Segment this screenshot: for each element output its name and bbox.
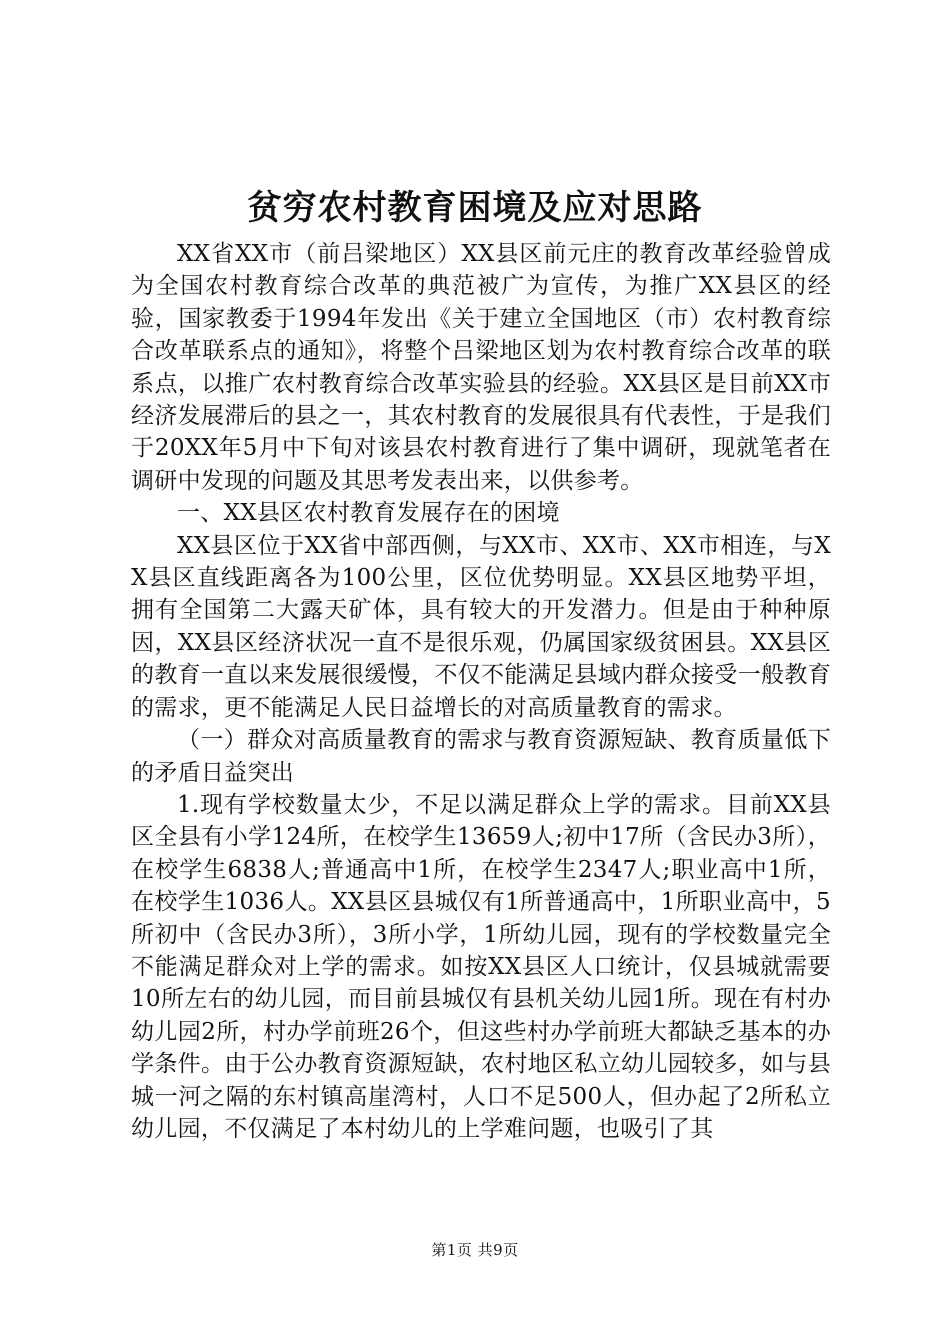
page-footer: 第1页 共9页 <box>431 1241 519 1259</box>
paragraph-intro: XX省XX市（前吕梁地区）XX县区前元庄的教育改革经验曾成为全国农村教育综合改革的典范被广为宣传，为推广XX县区的经验，国家教委于1994年发出《关于建立全国地区（市）农村教育综合改革联系点的通知》，将整个吕梁地区划为农村教育综合改革的联系点，以推广农村教育综合改革实验县的经验。XX县区是目前XX市经济发展滞后的县之一，其农村教育的发展很具有代表性，于是我们于20XX年5月中下旬对该县农村教育进行了集中调研，现就笔者在调研中发现的问题及其思考发表出来，以供参考。 <box>131 241 831 494</box>
document-body <box>131 238 831 1145</box>
paragraph-location: XX县区位于XX省中部西侧，与XX市、XX市、XX市相连，与XX县区直线距离各为100公里，区位优势明显。XX县区地势平坦，拥有全国第二大露天矿体，具有较大的开发潜力。但是由于种种原因，XX县区经济状况一直不是很乐观，仍属国家级贫困县。XX县区的教育一直以来发展很缓慢，不仅不能满足县域内群众接受一般教育的需求，更不能满足人民日益增长的对高质量教育的需求。 <box>131 532 831 721</box>
paragraph-school-count: 1.现有学校数量太少，不足以满足群众上学的需求。目前XX县区全县有小学124所，在校学生13659人;初中17所（含民办3所），在校学生6838人;普通高中1所，在校学生2347人;职业高中1所，在校学生1036人。XX县区县城仅有1所普通高中，1所职业高中，5所初中（含民办3所），3所小学，1所幼儿园，现有的学校数量完全不能满足群众对上学的需求。如按XX县区人口统计，仅县城就需要10所左右的幼儿园，而目前县城仅有县机关幼儿园1所。现在有村办幼儿园2所，村办学前班26个，但这些村办学前班大都缺乏基本的办学条件。由于公办教育资源短缺，农村地区私立幼儿园较多，如与县城一河之隔的东村镇高崖湾村，人口不足500人，但办起了2所私立幼儿园，不仅满足了本村幼儿的上学难问题，也吸引了其 <box>131 791 831 1142</box>
document-title: 贫穷农村教育困境及应对思路 <box>247 188 703 228</box>
subsection-heading-1: （一）群众对高质量教育的需求与教育资源短缺、教育质量低下的矛盾日益突出 <box>131 727 831 786</box>
section-heading-1: 一、XX县区农村教育发展存在的困境 <box>177 500 560 527</box>
